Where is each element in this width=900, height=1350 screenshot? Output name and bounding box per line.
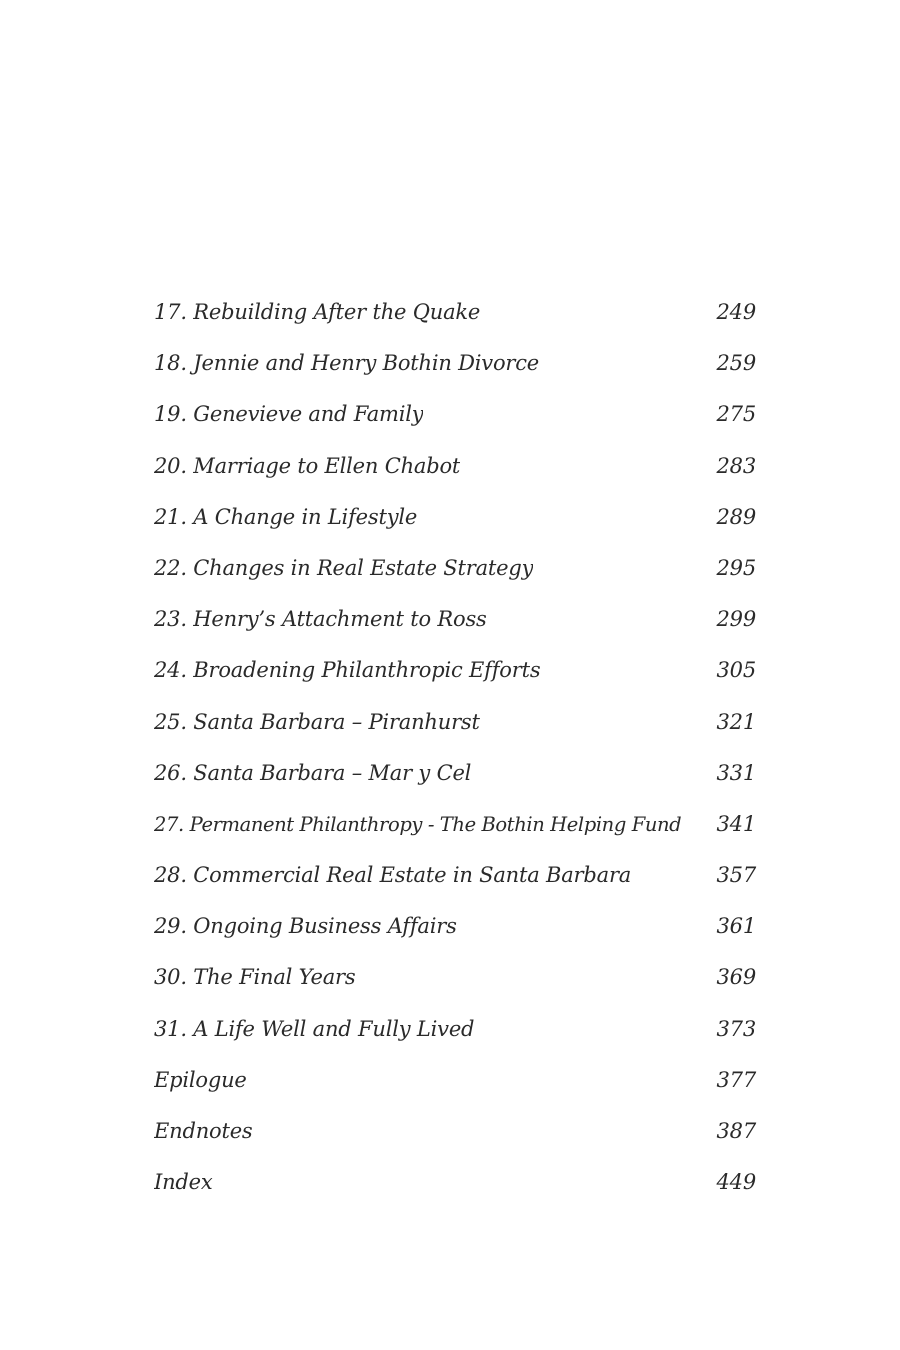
toc-entry (154, 965, 756, 1016)
toc-entry-title: 31. A Life Well and Fully Lived (154, 1016, 475, 1041)
toc-entry-title: Endnotes (154, 1119, 253, 1143)
toc-entry-page: 305 (716, 658, 756, 683)
toc-entry-title: 20. Marriage to Ellen Chabot (154, 453, 461, 478)
toc-entry (154, 607, 756, 658)
toc-entry-page: 377 (716, 1067, 756, 1092)
toc-entry-page: 373 (716, 1016, 756, 1041)
toc-entry (154, 505, 756, 556)
toc-entry (154, 658, 756, 709)
toc-entry-title: 18. Jennie and Henry Bothin Divorce (154, 351, 540, 376)
toc-entry-title: 19. Genevieve and Family (154, 402, 424, 427)
toc-entry-page: 331 (716, 760, 756, 785)
toc-entry-title: 23. Henry’s Attachment to Ross (154, 607, 487, 632)
toc-entry-title: 21. A Change in Lifestyle (154, 504, 418, 529)
toc-entry (154, 914, 756, 965)
toc-entry-page: 289 (716, 504, 756, 529)
toc-entry-page: 283 (716, 453, 756, 478)
toc-entry (154, 863, 756, 914)
toc-entry-title: 29. Ongoing Business Affairs (154, 914, 457, 939)
toc-entry-page: 259 (716, 351, 756, 376)
toc-entry-page: 387 (716, 1119, 756, 1143)
toc-entry-page: 249 (716, 300, 756, 324)
toc-entry (154, 812, 756, 863)
toc-entry-page: 361 (716, 914, 756, 939)
toc-entry (154, 1068, 756, 1119)
toc-entry (154, 710, 756, 761)
toc-entry-title: Index (154, 1170, 213, 1195)
toc-entry (154, 1170, 756, 1221)
toc-entry (154, 761, 756, 812)
toc-entry (154, 351, 756, 402)
toc-entry-title: 24. Broadening Philanthropic Efforts (154, 658, 541, 683)
toc-entry-page: 341 (716, 811, 756, 836)
toc-entry (154, 1119, 756, 1170)
toc-entry-title: 25. Santa Barbara – Piranhurst (154, 709, 480, 734)
table-of-contents (154, 300, 756, 1221)
toc-entry-page: 357 (716, 863, 756, 888)
toc-entry-page: 321 (716, 709, 756, 734)
toc-entry-title: 17. Rebuilding After the Quake (154, 300, 481, 324)
toc-entry-page: 369 (716, 965, 756, 990)
toc-entry (154, 300, 756, 351)
toc-entry-title: 26. Santa Barbara – Mar y Cel (154, 760, 472, 785)
toc-entry-title: 22. Changes in Real Estate Strategy (154, 555, 534, 580)
toc-entry (154, 402, 756, 453)
toc-entry-page: 449 (716, 1170, 756, 1195)
toc-entry (154, 1017, 756, 1068)
toc-entry-title: Epilogue (154, 1067, 247, 1092)
toc-entry-page: 299 (716, 607, 756, 632)
toc-entry-page: 275 (716, 402, 756, 427)
toc-entry-title: 30. The Final Years (154, 965, 356, 990)
toc-entry-title: 27. Permanent Philanthropy - The Bothin Helping Fund (154, 812, 682, 836)
toc-entry-title: 28. Commercial Real Estate in Santa Barbara (154, 863, 632, 888)
toc-entry (154, 454, 756, 505)
toc-entry-page: 295 (716, 555, 756, 580)
toc-entry (154, 556, 756, 607)
